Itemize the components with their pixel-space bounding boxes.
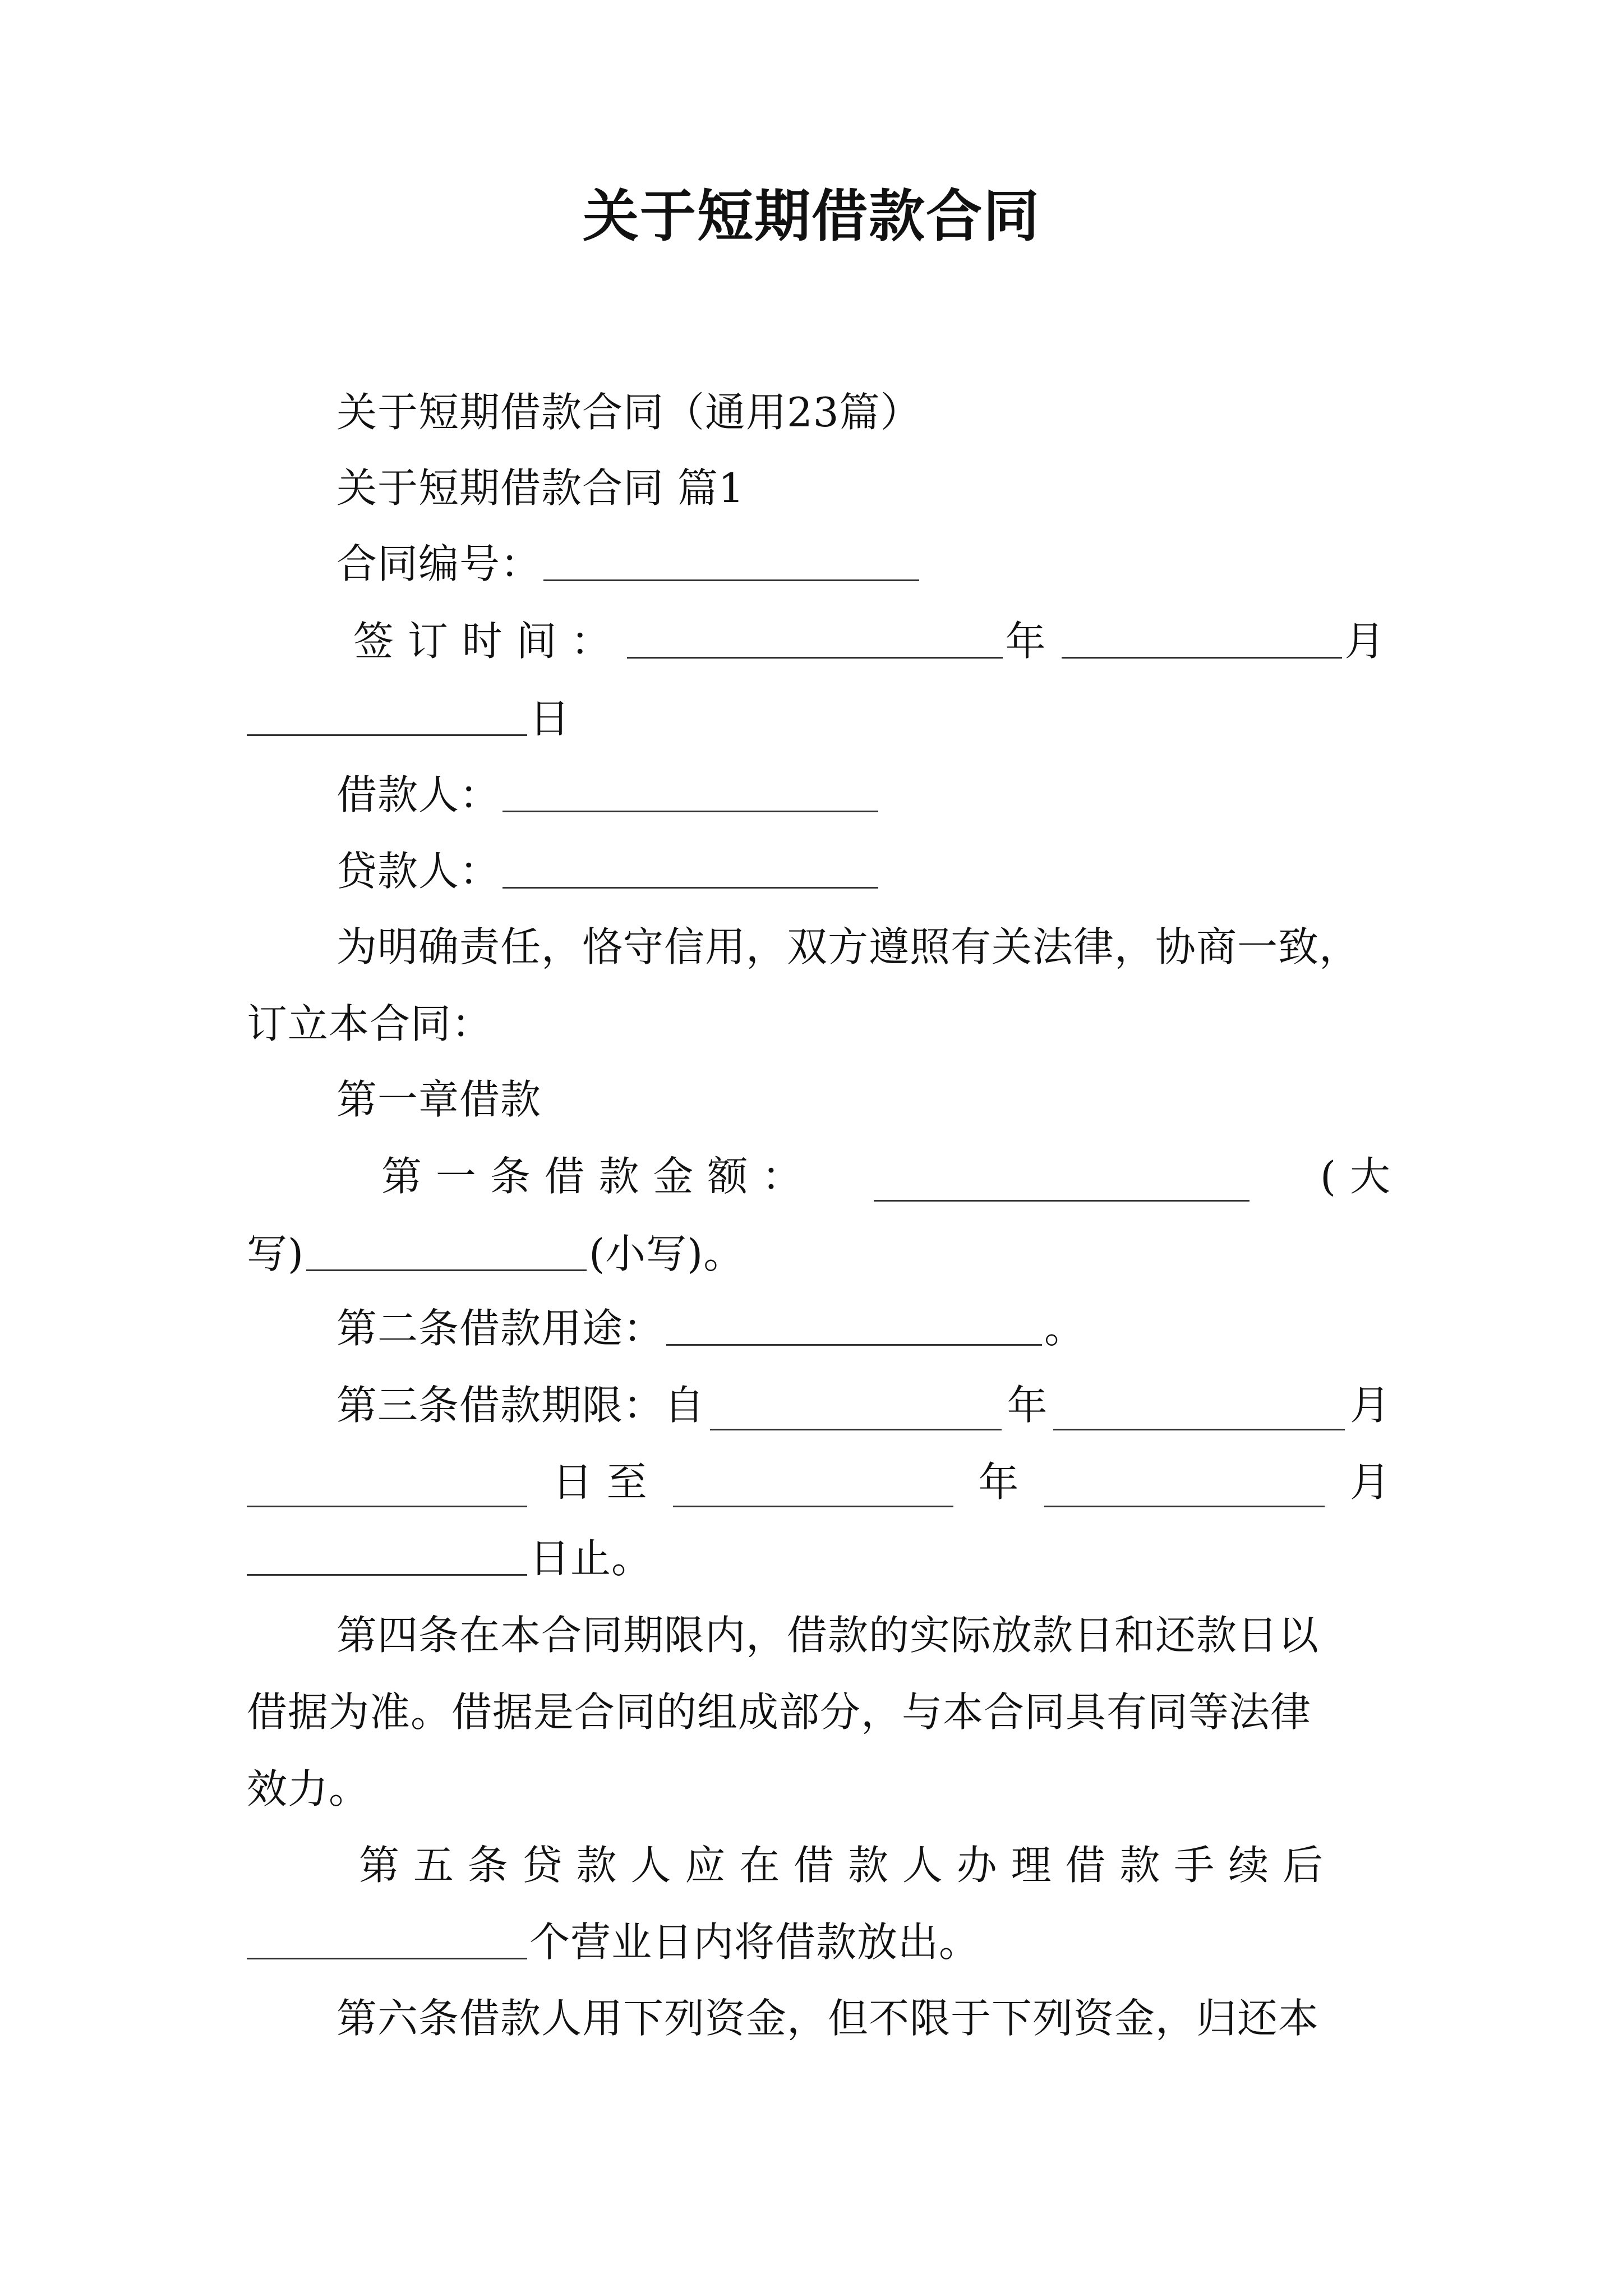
- article-3-to-year-blank: [673, 1474, 953, 1507]
- article-5-line-1: 第 五 条 贷 款 人 应 在 借 款 人 办 理 借 款 手 续 后: [359, 1842, 1324, 1889]
- document-title: 关于短期借款合同: [583, 183, 1040, 249]
- article-6-line-1: 第六条借款人用下列资金，但不限于下列资金，归还本: [336, 1995, 1320, 2042]
- chapter-heading: 第一章借款: [336, 1076, 542, 1123]
- sign-day-blank: [247, 703, 527, 736]
- article-5-line-2-text: 个营业日内将借款放出。: [529, 1918, 980, 1966]
- article-3-year: 年: [1007, 1382, 1048, 1429]
- article-3-row-1: [247, 1380, 1391, 1430]
- article-3-row-2: [247, 1457, 1391, 1507]
- lender-label: 贷款人：: [336, 848, 501, 895]
- sign-day-label: 日: [529, 695, 571, 742]
- article-3-row-3: [247, 1533, 1391, 1584]
- document-subtitle: 关于短期借款合同（通用23篇）: [336, 389, 921, 436]
- sign-day-row: [247, 693, 1391, 744]
- sign-time-row: [247, 616, 1391, 666]
- section-heading: 关于短期借款合同 篇1: [336, 464, 745, 512]
- lender-blank: [502, 855, 878, 889]
- article-3-from-year-blank: [710, 1397, 1002, 1430]
- article-1-paren: ( 大: [1320, 1153, 1391, 1200]
- article-3-end: 日止。: [529, 1535, 653, 1582]
- article-1-label: 第 一 条 借 款 金 额 ：: [381, 1153, 803, 1200]
- contract-number-label: 合同编号：: [336, 540, 542, 587]
- contract-number-row: [247, 539, 1391, 589]
- article-2-row: [247, 1303, 1391, 1354]
- article-1-row-2: [247, 1228, 1391, 1279]
- article-3-year-2: 年: [978, 1458, 1020, 1506]
- article-3-to-month-blank: [1044, 1474, 1325, 1507]
- article-4-line-2: 借据为准。借据是合同的组成部分，与本合同具有同等法律: [247, 1688, 1312, 1736]
- borrower-blank: [502, 779, 878, 812]
- article-4-line-3: 效力。: [247, 1765, 370, 1812]
- article-2-end: 。: [1044, 1305, 1086, 1352]
- article-2-blank: [666, 1313, 1042, 1346]
- sign-year-label: 年: [1005, 618, 1046, 665]
- sign-month-blank: [1062, 625, 1342, 659]
- sign-time-label: 签 订 时 间 ：: [353, 618, 612, 665]
- article-3-from-month-blank: [1053, 1397, 1345, 1430]
- article-4-line-1: 第四条在本合同期限内，借款的实际放款日和还款日以: [336, 1612, 1320, 1659]
- article-3-month-2: 月: [1349, 1458, 1391, 1506]
- contract-number-blank: [543, 548, 919, 581]
- article-1-text-b: (小写)。: [589, 1230, 745, 1277]
- article-2-label: 第二条借款用途：: [336, 1305, 665, 1352]
- sign-month-label: 月: [1344, 618, 1386, 665]
- article-1-text-a: 写): [247, 1230, 305, 1277]
- article-1-uppercase-blank: [874, 1168, 1249, 1202]
- sign-year-blank: [627, 625, 1003, 659]
- article-5-days-blank: [247, 1926, 527, 1959]
- preamble-line-1: 为明确责任，恪守信用，双方遵照有关法律，协商一致，: [336, 923, 1361, 970]
- article-3-month: 月: [1349, 1382, 1391, 1429]
- borrower-label: 借款人：: [336, 771, 501, 818]
- article-3-from-day-blank: [247, 1474, 527, 1507]
- article-1-lowercase-blank: [306, 1238, 587, 1271]
- article-3-to-day-blank: [247, 1543, 527, 1576]
- article-1-row-1: [247, 1151, 1391, 1202]
- article-3-day-to: 日 至: [552, 1458, 648, 1506]
- borrower-row: [247, 770, 1391, 820]
- preamble-line-2: 订立本合同：: [247, 1000, 493, 1047]
- article-3-label: 第三条借款期限：自: [336, 1382, 706, 1429]
- lender-row: [247, 846, 1391, 896]
- article-5-line-2: [247, 1917, 1391, 1967]
